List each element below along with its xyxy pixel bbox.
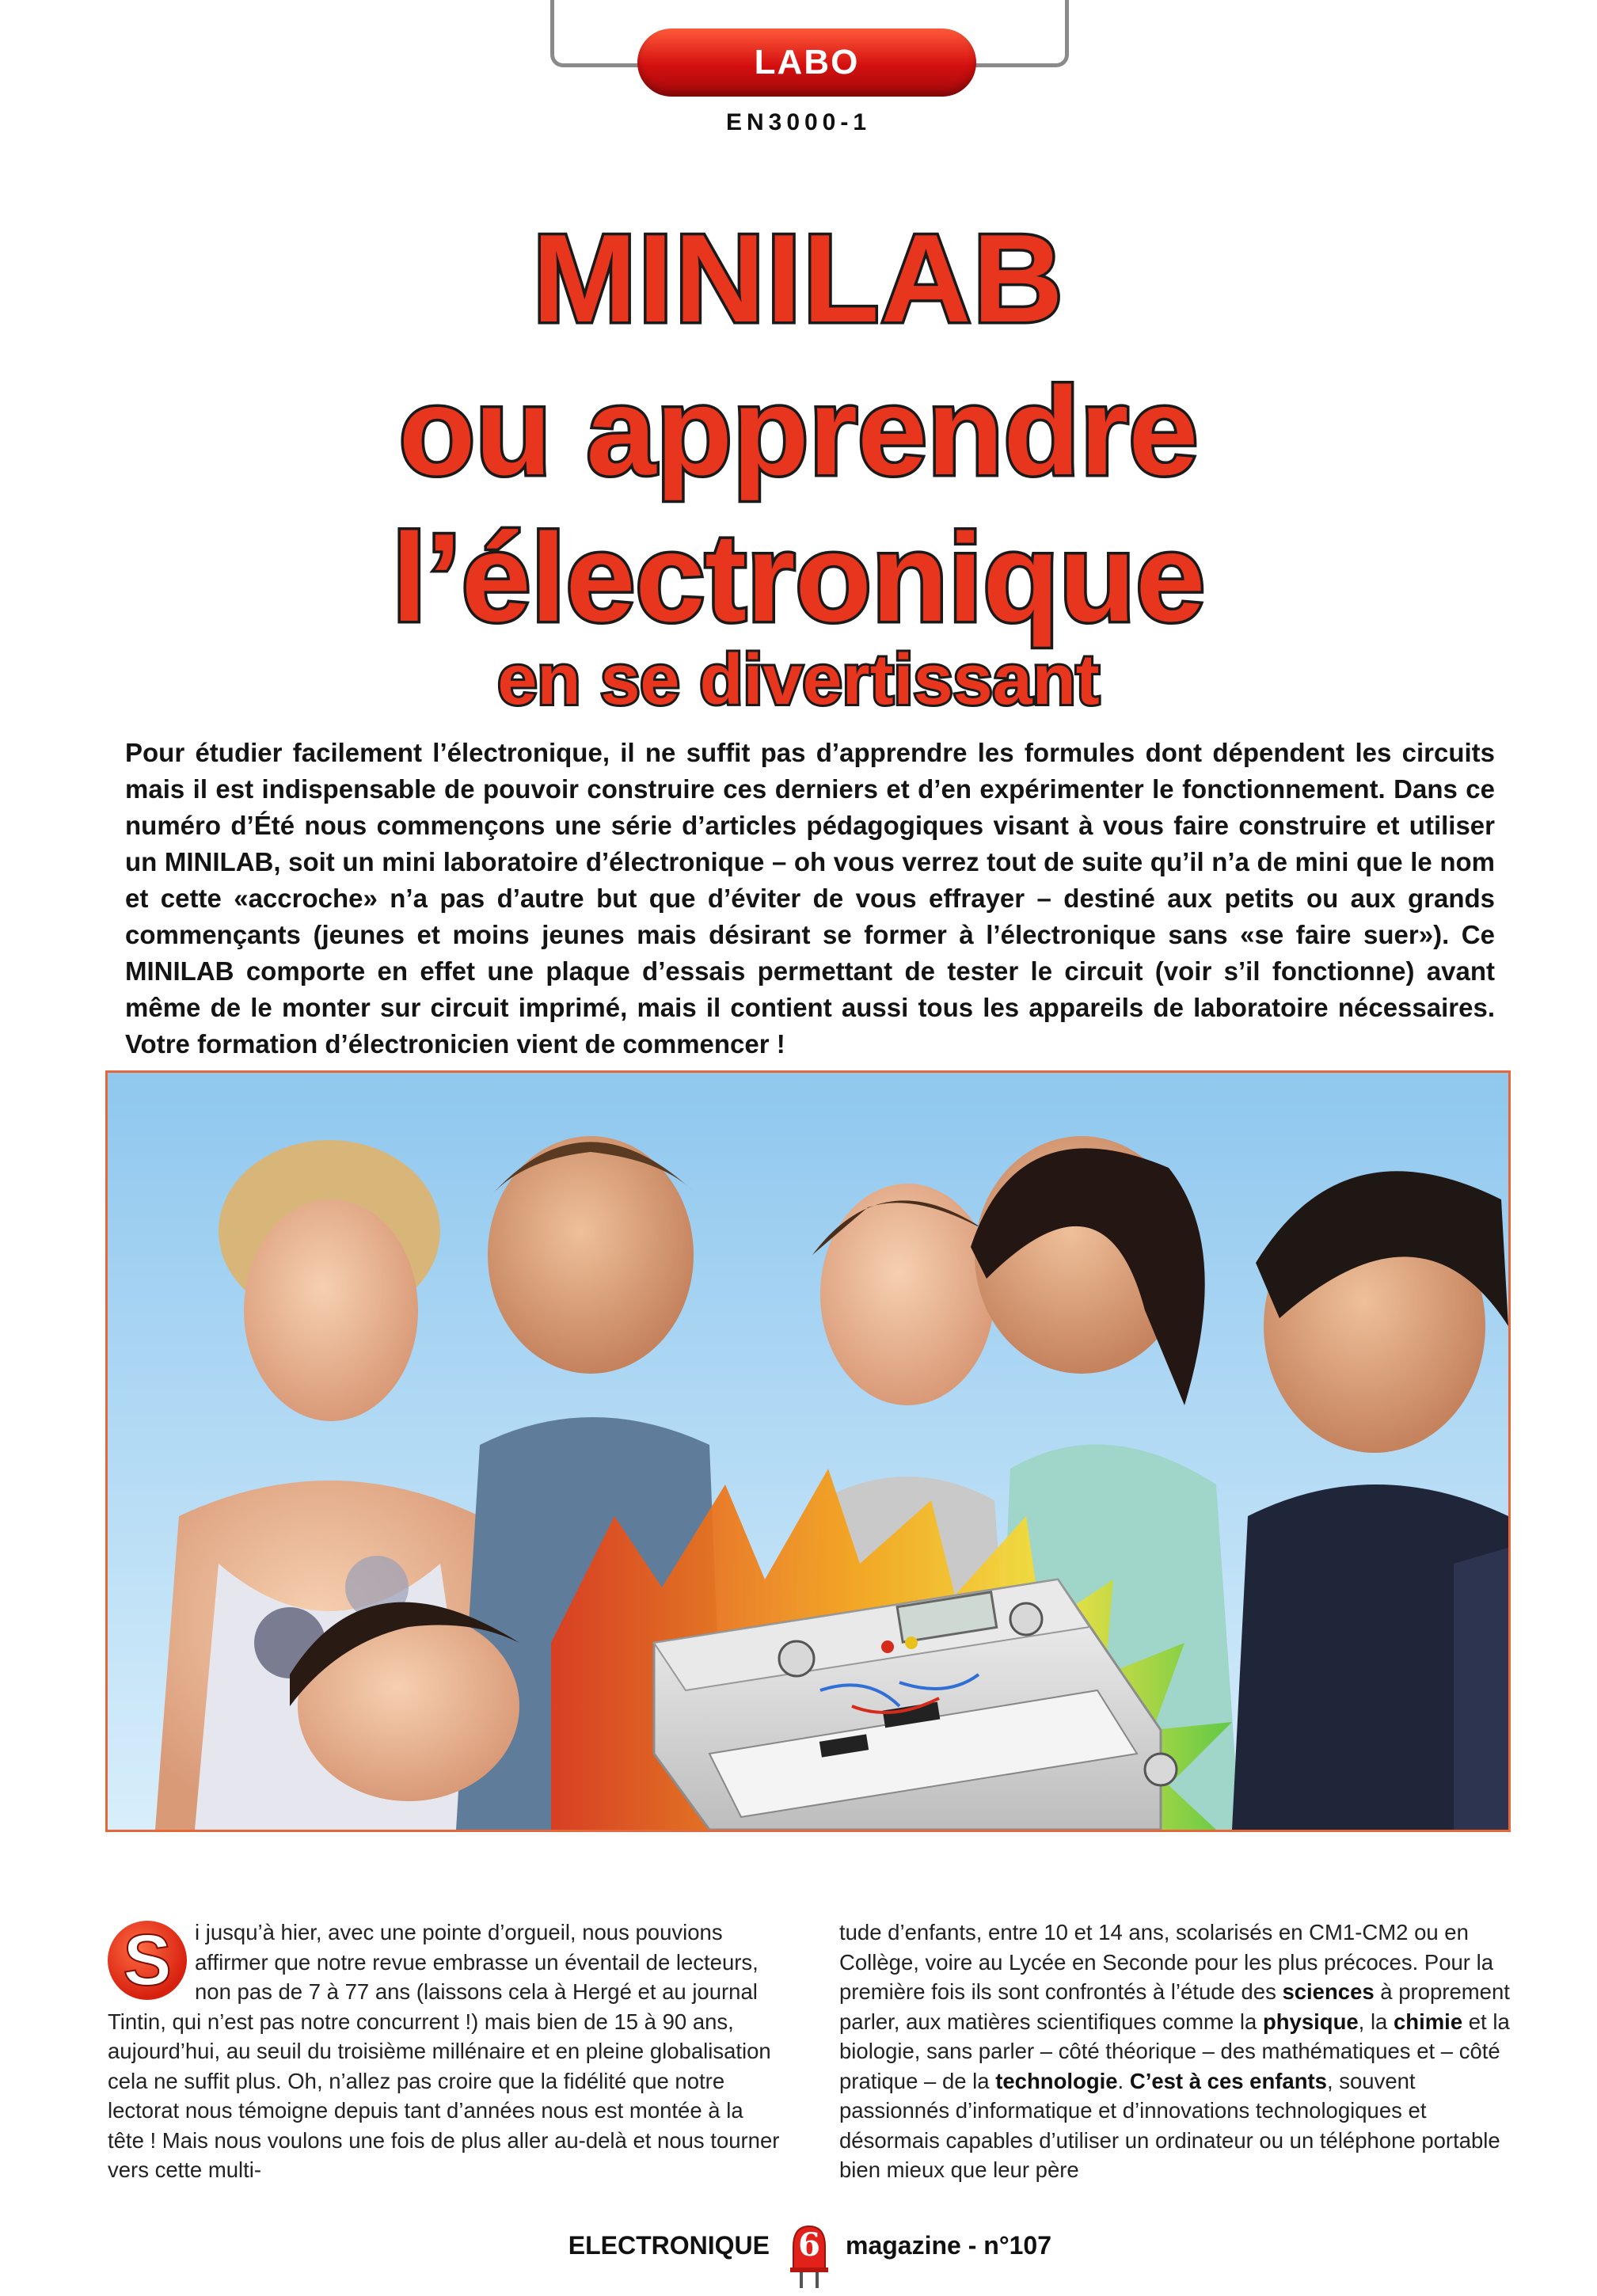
drop-cap: S xyxy=(108,1921,187,2000)
title-line-1: MINILAB xyxy=(532,209,1065,348)
body-right-text-6: , souvent passionnés d’informatique et d’innovations technologiques et désormais capables d’utiliser un ordinateur ou un téléphone portable bien mieux que leur père xyxy=(839,2068,1500,2182)
page-number: 6 xyxy=(798,2226,820,2264)
title-line-4: en se divertissant xyxy=(497,641,1100,720)
intro-paragraph: Pour étudier facilement l’électronique, il ne suffit pas d’apprendre les formules dont dépendent les circuits mais il est indispensable de pouvoir construire ces derniers et d’en expérimenter le fonctionnement. Dans ce numéro d’Été nous commençons une série d’articles pédagogiques visant à vous faire construire et utiliser un MINILAB, soit un mini laboratoire d’électronique – oh vous verrez tout de suite qu’il n’a de mini que le nom et cette «accroche» n’a pas d’autre but que d’éviter de vous effrayer – destiné aux petits ou aux grands commençants (jeunes et moins jeunes mais désirant se former à l’électronique sans «se faire suer»). Ce MINILAB comporte en effet une plaque d’essais permettant de tester le circuit (voir s’il fonctionne) avant même de le monter sur circuit imprimé, mais il contient aussi tous les appareils de laboratoire nécessaires. Votre formation d’électronicien vient de commencer ! xyxy=(125,738,1495,1059)
body-right-text-2: à proprement parler, aux matières scientifiques comme la xyxy=(839,1979,1510,2034)
page-footer xyxy=(0,2225,1597,2272)
section-label: LABO xyxy=(754,43,860,82)
title-line-3: l’électronique xyxy=(391,508,1206,648)
footer-magazine-name: ELECTRONIQUE xyxy=(568,2231,770,2260)
keyword-ces-enfants: C’est à ces enfants xyxy=(1129,2068,1327,2093)
body-left-text: i jusqu’à hier, avec une pointe d’orgueil, nous pouvions affirmer que notre revue embrasse un éventail de lecteurs, non pas de 7 à 77 ans (laissons cela à Hergé et au journal Tintin, qui n’est pas notre concurrent !) mais bien de 15 à 90 ans, aujourd’hui, au seuil du troisième millénaire et en pleine globalisation cela ne suffit plus. Oh, n’allez pas croire que la fidélité que notre lectorat nous témoigne depuis tant d’années nous est montée à la tête ! Mais nous voulons une fois de plus aller au-delà et nous tourner vers cette multi- xyxy=(108,1920,780,2182)
keyword-chimie: chimie xyxy=(1394,2009,1463,2034)
article-photo xyxy=(105,1070,1511,1832)
body-right-text-4: et la biologie, sans parler – côté théorique – des mathématiques et – côté pratique – de la xyxy=(839,2009,1510,2093)
keyword-physique: physique xyxy=(1262,2009,1359,2034)
body-right-text-1: tude d’enfants, entre 10 et 14 ans, scolarisés en CM1-CM2 ou en Collège, voire au Lycée en Seconde pour les plus précoces. Pour la première fois ils sont confrontés à l’étude des xyxy=(839,1920,1494,2004)
body-column-right xyxy=(839,1918,1516,2185)
section-tab xyxy=(637,29,976,97)
page-number-led xyxy=(787,2225,831,2288)
footer-issue: magazine - n°107 xyxy=(846,2231,1051,2260)
body-right-text-5: . xyxy=(1117,2068,1130,2093)
article-reference: EN3000-1 xyxy=(725,109,872,135)
body-column-left xyxy=(108,1918,785,2185)
keyword-sciences: sciences xyxy=(1282,1979,1375,2004)
keyword-technologie: technologie xyxy=(995,2068,1118,2093)
title-line-2: ou apprendre xyxy=(398,362,1199,501)
body-right-text-3: , la xyxy=(1358,2009,1394,2034)
